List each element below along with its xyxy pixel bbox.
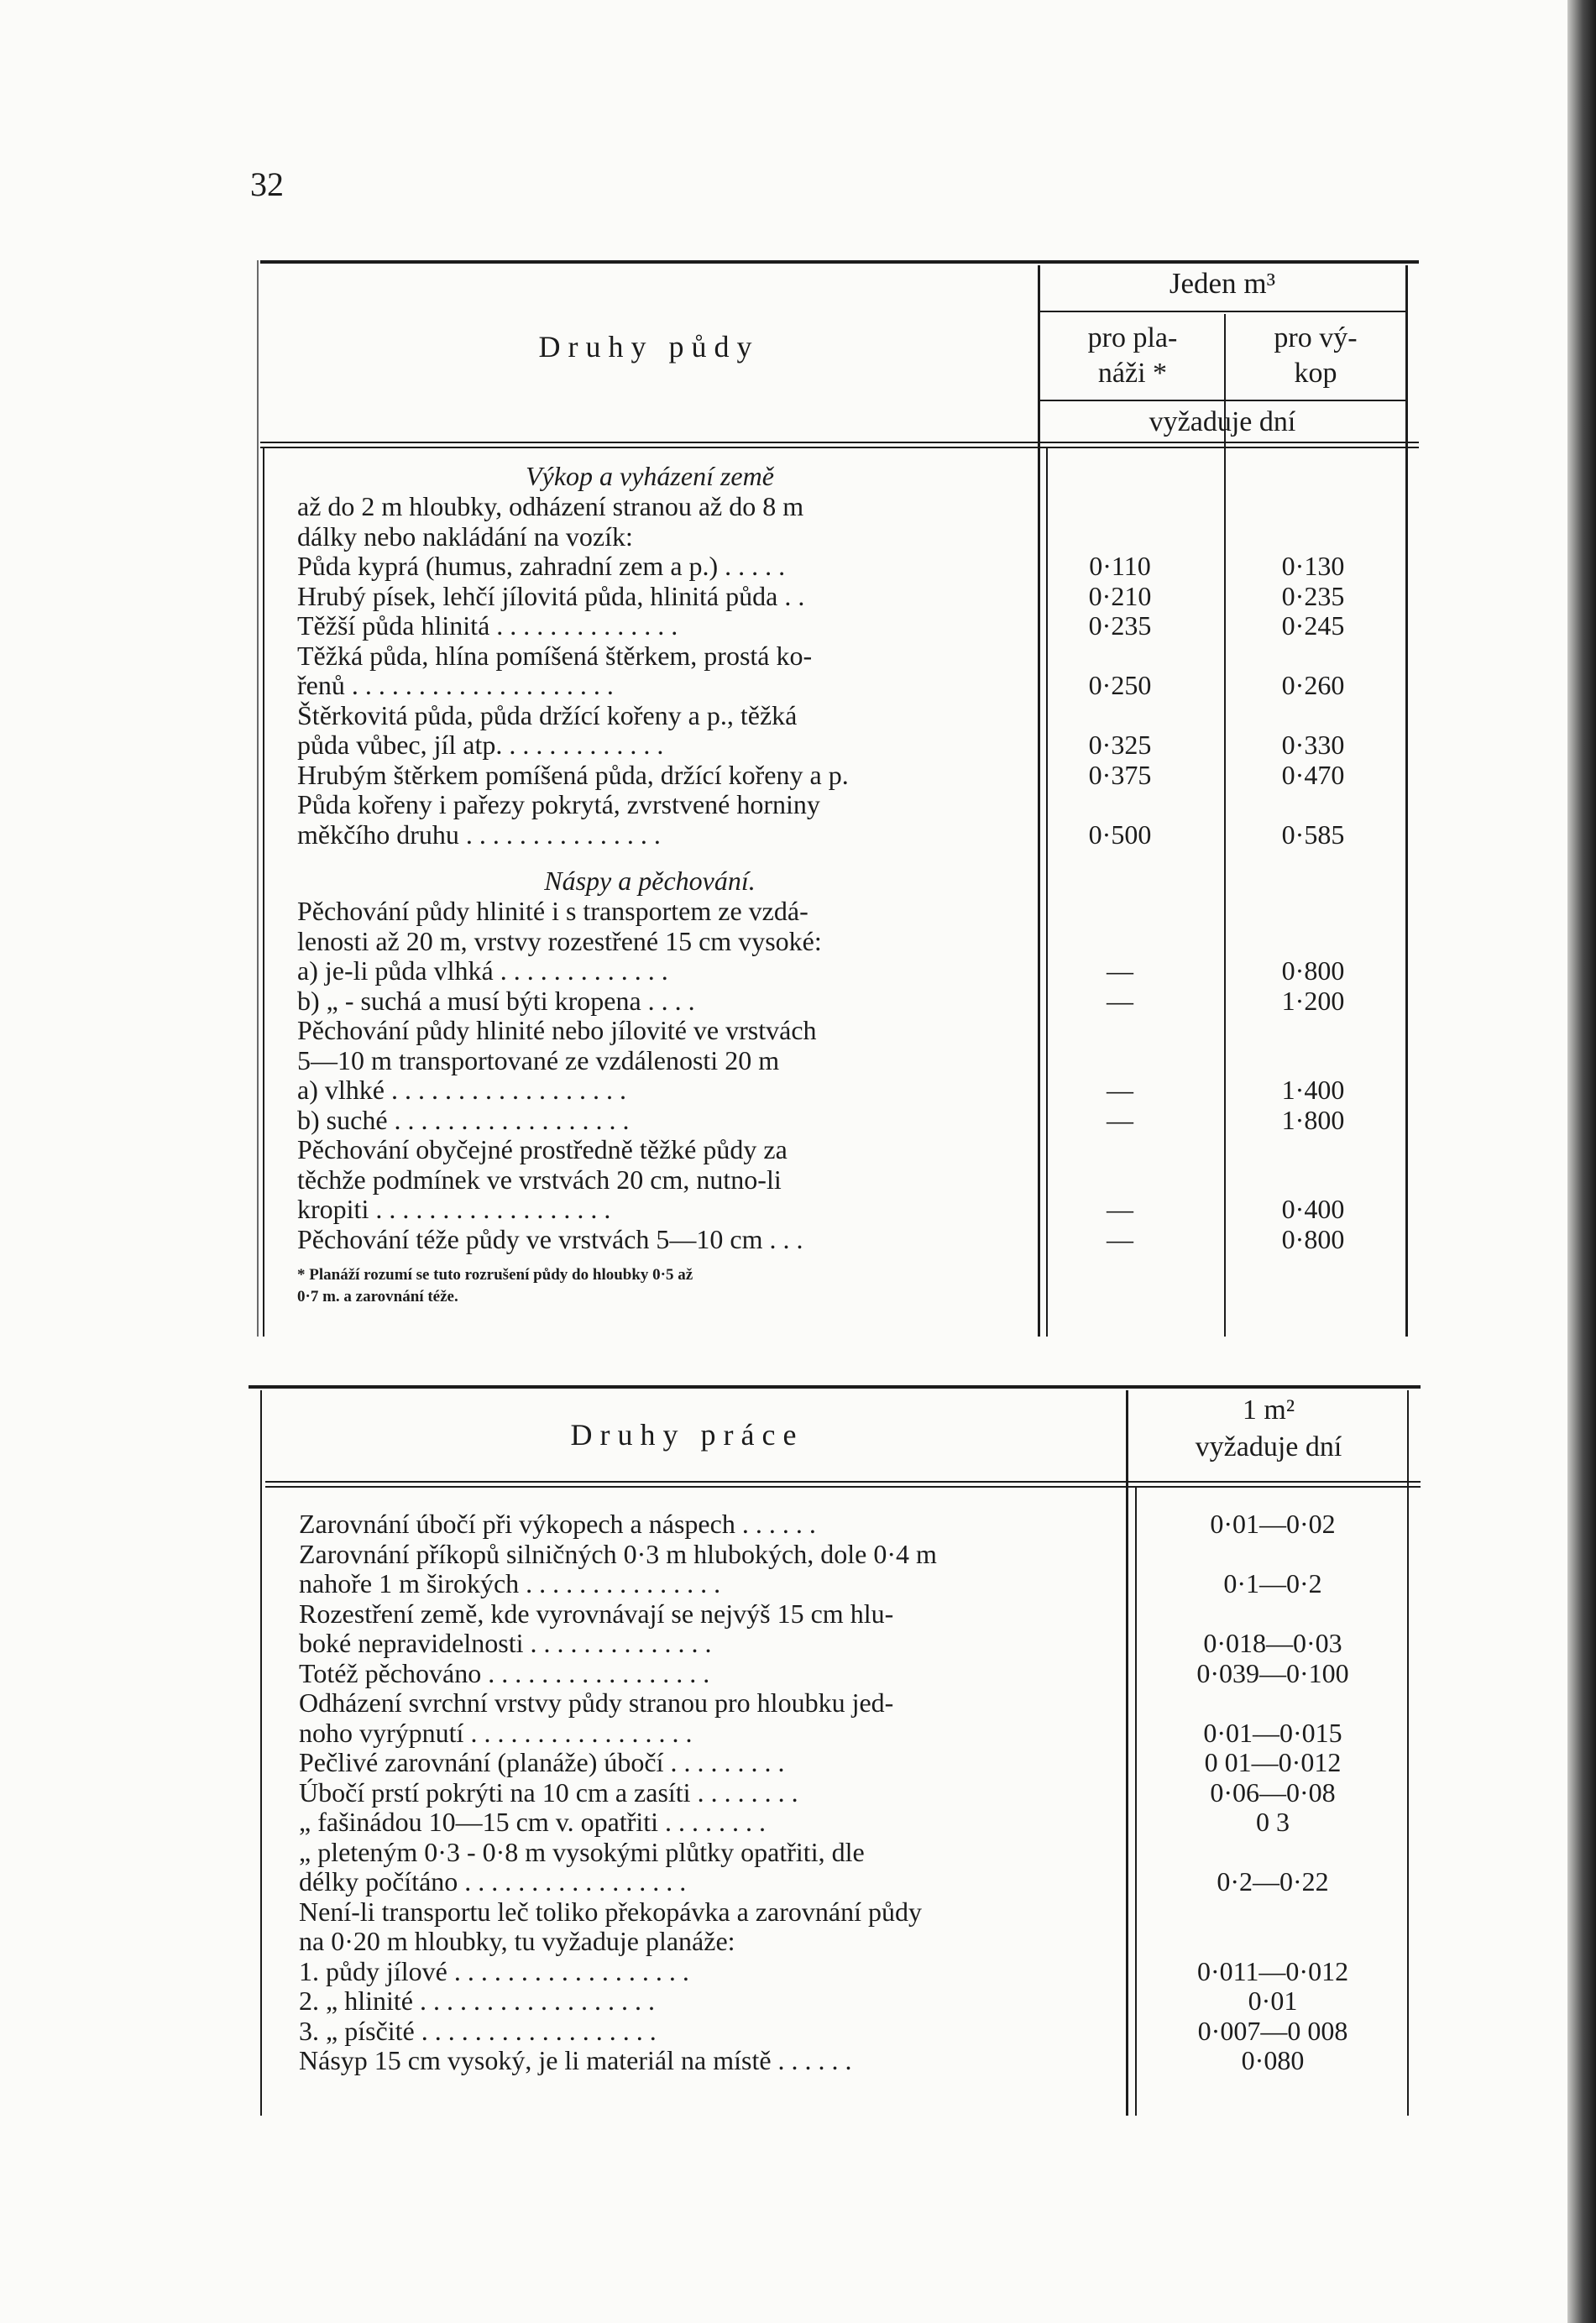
table-row: Pěchování téže půdy ve vrstvách 5—10 cm . . . — 0·800 (297, 1223, 1345, 1254)
soil-types-header: Druhy půdy (538, 330, 760, 364)
table-row: Totéž pěchováno . . . . . . . . . . . . . . . . . 0·039—0·100 (299, 1657, 1349, 1688)
requires-days-header: vyžaduje dní (1149, 406, 1296, 437)
table-row: Štěrkovitá půda, půda držící kořeny a p., těžká půda vůbec, jíl atp. . . . . . . . . . . . . 0·325 0·330 (297, 699, 1345, 760)
table-row: Pěchování obyčejné prostředně těžké půdy za těchže podmínek ve vrstvách 20 cm, nutno-li kropiti . . . . . . . . . . . . . . . . . . — 0·400 (297, 1134, 1345, 1224)
per-square-meter-header: 1 m² vyžaduje dní (1195, 1394, 1342, 1462)
table-row: 3. „ písčité . . . . . . . . . . . . . . . . . . 0·007—0 008 (299, 2015, 1348, 2046)
table-row: Pečlivé zarovnání (planáže) úbočí . . . . . . . . . 0 01—0·012 (299, 1747, 1342, 1777)
table-row: „ pleteným 0·3 - 0·8 m vysokými plůtky opatřiti, dle délky počítáno . . . . . . . . . . . . . . . . . 0·2—0·22 (299, 1836, 1329, 1897)
table-row: Půda kořeny i pařezy pokrytá, zvrstvené horniny měkčího druhu . . . . . . . . . . . . . . . 0·500 0·585 (297, 789, 1345, 850)
section-excavation-title: Výkop a vyházení země (526, 461, 774, 491)
table-row: Těžší půda hlinitá . . . . . . . . . . . . . . 0·235 0·245 (297, 610, 1345, 641)
for-excavation-header: pro vý- kop (1274, 322, 1358, 389)
work-types-header: Druhy práce (570, 1418, 804, 1452)
table-row: „ fašinádou 10—15 cm v. opatřiti . . . . . . . . 0 3 (299, 1807, 1290, 1837)
footnote: * Planáží rozumí se tuto rozrušení půdy do hloubky 0·5 až 0·7 m. a zarovnání téže. (297, 1266, 693, 1305)
work-table-body (299, 1509, 1415, 2076)
table-row: 2. „ hlinité . . . . . . . . . . . . . . . . . . 0·01 (299, 1986, 1298, 2016)
section-embankment-intro: Pěchování půdy hlinité i s transportem ze vzdá- lenosti až 20 m, vrstvy rozestřené 15 cm vysoké: (297, 896, 822, 956)
table-row: Těžká půda, hlína pomíšená štěrkem, prostá ko- řenů . . . . . . . . . . . . . . . . . . . . 0·250 0·260 (297, 640, 1345, 700)
table-row: a) je-li půda vlhká . . . . . . . . . . . . . — 0·800 (297, 955, 1345, 986)
per-cubic-meter-header: Jeden m³ (1169, 267, 1276, 300)
table-row: 1. půdy jílové . . . . . . . . . . . . . . . . . . 0·011—0·012 (299, 1955, 1349, 1986)
table-row: Zarovnání úbočí při výkopech a náspech . . . . . . 0·01—0·02 (299, 1509, 1336, 1539)
for-planing-header: pro pla- náži * (1087, 322, 1178, 389)
table-row: Hrubý písek, lehčí jílovitá půda, hlinitá půda . . 0·210 0·235 (297, 580, 1345, 611)
page-edge-shadow (1567, 0, 1596, 2323)
soil-types-table (260, 260, 1419, 1337)
table-row: b) „ - suchá a musí býti kropena . . . . — 1·200 (297, 985, 1345, 1016)
table-row: a) vlhké . . . . . . . . . . . . . . . . . . — 1·400 (297, 1075, 1345, 1105)
section-embankment-intro-2: Pěchování půdy hlinité nebo jílovité ve vrstvách 5—10 m transportované ze vzdálenosti 20 m (297, 1015, 817, 1075)
table-row: Půda kyprá (humus, zahradní zem a p.) . . . . . 0·110 0·130 (297, 551, 1345, 581)
page-number: 32 (250, 165, 284, 203)
soil-table-body (297, 460, 1414, 1308)
table-row: b) suché . . . . . . . . . . . . . . . . . . — 1·800 (297, 1104, 1345, 1135)
table-row: Odházení svrchní vrstvy půdy stranou pro hloubku jed- noho vyrýpnutí . . . . . . . . . . . . . . . . . 0·01—0·015 (299, 1687, 1342, 1748)
section-embankment-title: Náspy a pěchování. (544, 866, 756, 896)
section-excavation-intro: až do 2 m hloubky, odházení stranou až do 8 m dálky nebo nakládání na vozík: (297, 491, 804, 552)
table-row: Hrubým štěrkem pomíšená půda, držící kořeny a p. 0·375 0·470 (297, 759, 1345, 790)
table-row: Násyp 15 cm vysoký, je li materiál na místě . . . . . . 0·080 (299, 2045, 1305, 2075)
table-row: Není-li transportu leč toliko překopávka a zarovnání půdy na 0·20 m hloubky, tu vyžaduje planáže: (299, 1896, 922, 1956)
table-row: Zarovnání příkopů silničných 0·3 m hlubokých, dole 0·4 m nahoře 1 m širokých . . . . . . . . . . . . . . . 0·1—0·2 (299, 1538, 1322, 1598)
table-row: Rozestření země, kde vyrovnávají se nejvýš 15 cm hlu- boké nepravidelnosti . . . . . . . . . . . . . . 0·018—0·03 (299, 1598, 1342, 1658)
table-row: Úbočí prstí pokrýti na 10 cm a zasíti . . . . . . . . 0·06—0·08 (299, 1776, 1336, 1808)
work-types-table (249, 1385, 1421, 2116)
